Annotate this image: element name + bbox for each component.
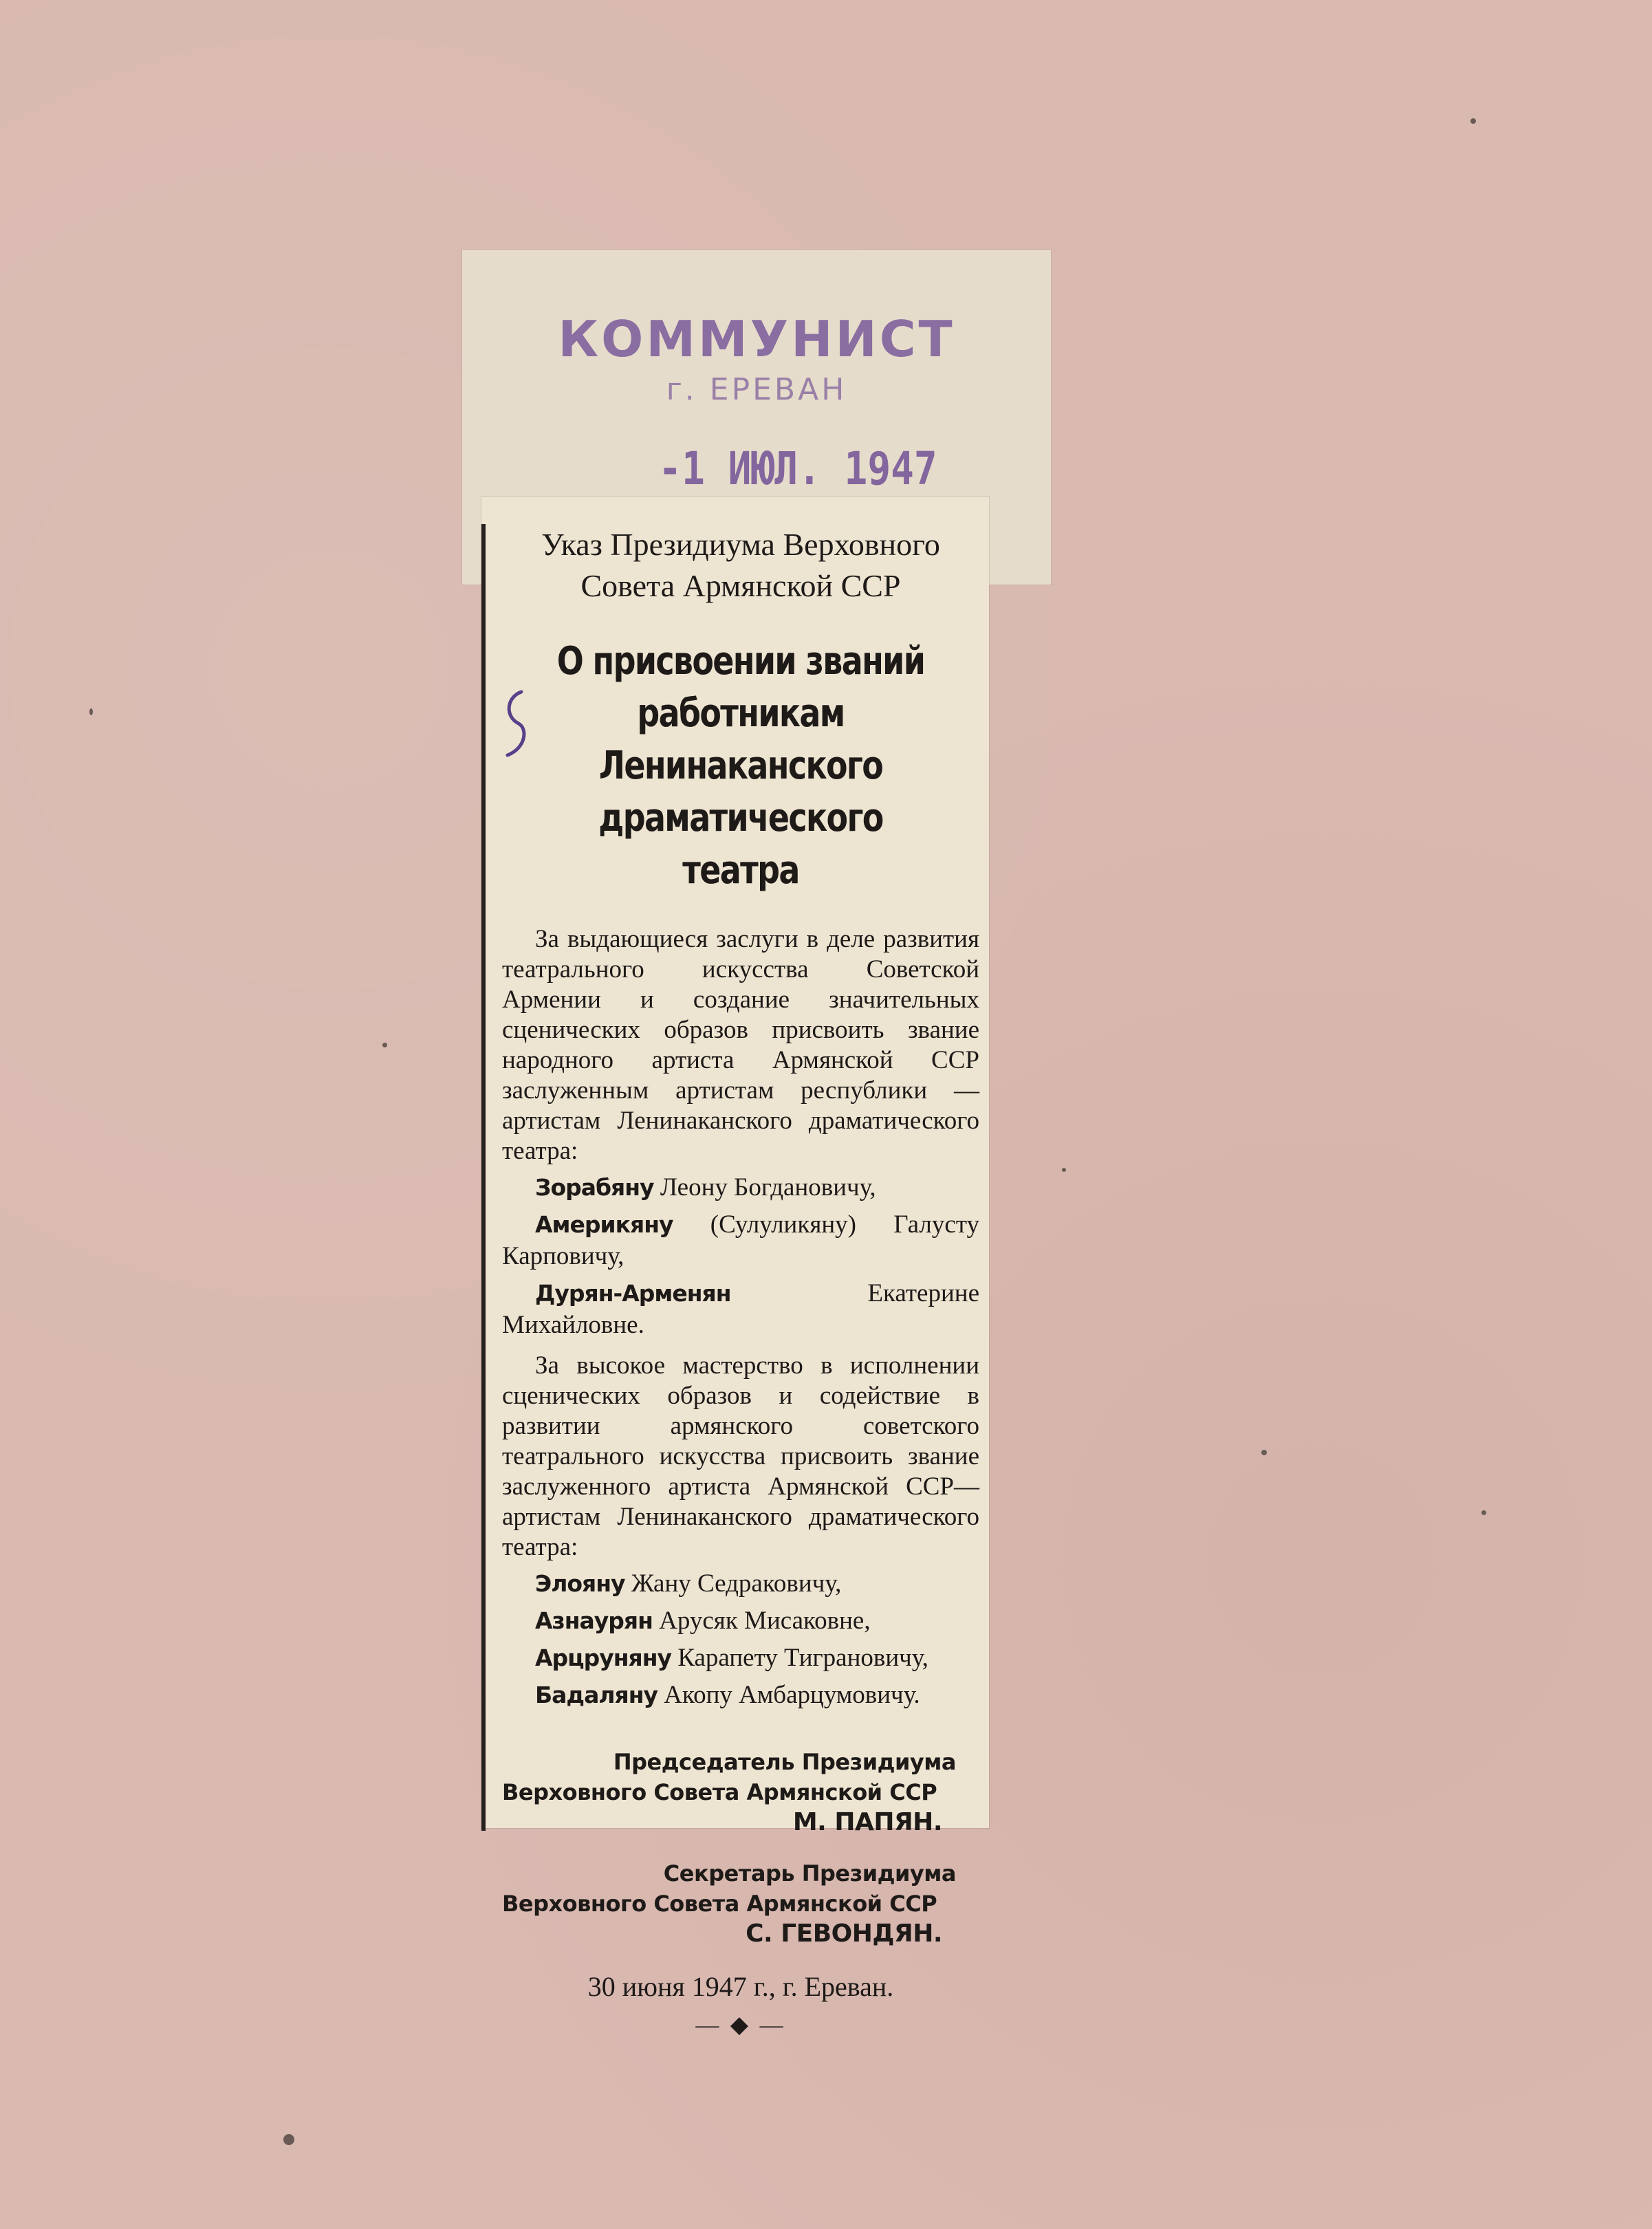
awardee-surname: Америкяну [535, 1211, 673, 1238]
secretary-title-org: Верховного Совета Армянской ССР [502, 1891, 937, 1917]
paper-speck [283, 2134, 294, 2145]
stamp-date: -1 ИЮЛ. 1947 [658, 442, 937, 495]
chairman-title: Председатель Президиума [613, 1749, 956, 1775]
chairman-signature [502, 1747, 979, 1838]
decree-heading-line1: Указ Президиума Верховного [541, 527, 940, 562]
awardee-name: Акопу Амбарцумовичу. [664, 1681, 920, 1709]
paper-speck [1481, 1510, 1486, 1515]
awardee-name: Арусяк Мисаковне, [659, 1607, 871, 1635]
article-body [502, 924, 979, 1711]
stamp-newspaper-name: КОММУНИСТ [558, 310, 955, 368]
secretary-title: Секретарь Президиума [663, 1860, 956, 1887]
awardee-surname: Азнаурян [535, 1607, 653, 1634]
newspaper-clipping [481, 497, 989, 2038]
awardee-line [502, 1642, 979, 1674]
paragraph-honored-artists: За высокое мастерство в исполнении сценических образов и содействие в развитии армянского советского театрального искусства присвоить звание заслуженного артиста Армянской ССР—артистам Ленинаканского драматического театра: [502, 1351, 979, 1561]
awardee-name: (Сулуликяну) Галусту Карповичу, [502, 1210, 979, 1270]
paper-speck [1062, 1168, 1066, 1172]
stamp-city: г. ЕРЕВАН [666, 372, 847, 407]
secretary-signature [502, 1858, 979, 1949]
decree-heading [502, 524, 979, 607]
column-rule [481, 524, 486, 1831]
awardee-line [502, 1209, 979, 1272]
awardee-surname: Элояну [535, 1570, 625, 1597]
awardee-line [502, 1172, 979, 1204]
awardee-name: Жану Седраковичу, [631, 1569, 842, 1598]
article-title-line2: работникам Ленинаканского [598, 691, 883, 788]
awardee-line [502, 1568, 979, 1600]
paragraph-people-artists: За выдающиеся заслуги в деле развития театрального искусства Советской Армении и создание значительных сценических образов присвоить звание народного артиста Армянской ССР заслуженным артистам республики — артистам Ленинаканского драматического театра: [502, 925, 979, 1165]
chairman-title-org: Верховного Совета Армянской ССР [502, 1779, 937, 1805]
paper-speck [89, 708, 93, 715]
awardee-surname: Зорабяну [535, 1174, 654, 1201]
paper-speck [1470, 118, 1476, 124]
awardee-line [502, 1278, 979, 1341]
decree-article [502, 524, 979, 2038]
awardee-name: Екатерине Михайловне. [502, 1279, 979, 1339]
article-title-line1: О присвоении званий [556, 639, 925, 684]
awardee-surname: Бадаляну [535, 1682, 658, 1708]
article-title [545, 635, 936, 897]
chairman-name: М. ПАПЯН. [792, 1808, 942, 1836]
awardee-name: Карапету Тиграновичу, [677, 1644, 928, 1672]
article-title-line3: драматического театра [598, 796, 883, 893]
awardee-line [502, 1679, 979, 1711]
secretary-name: С. ГЕВОНДЯН. [746, 1920, 942, 1948]
awardee-name: Леону Богдановичу, [660, 1173, 876, 1202]
decree-date-place: 30 июня 1947 г., г. Ереван. [587, 1971, 894, 2002]
closing-ornament: — ◆ — [695, 2012, 786, 2038]
pencil-mark-icon [501, 689, 534, 758]
paper-speck [382, 1043, 387, 1047]
awardee-surname: Арцруняну [535, 1644, 672, 1671]
awardee-surname: Дурян-Арменян [535, 1280, 731, 1307]
awardee-line [502, 1605, 979, 1637]
decree-heading-line2: Совета Армянской ССР [580, 568, 901, 603]
paper-speck [1261, 1450, 1267, 1455]
